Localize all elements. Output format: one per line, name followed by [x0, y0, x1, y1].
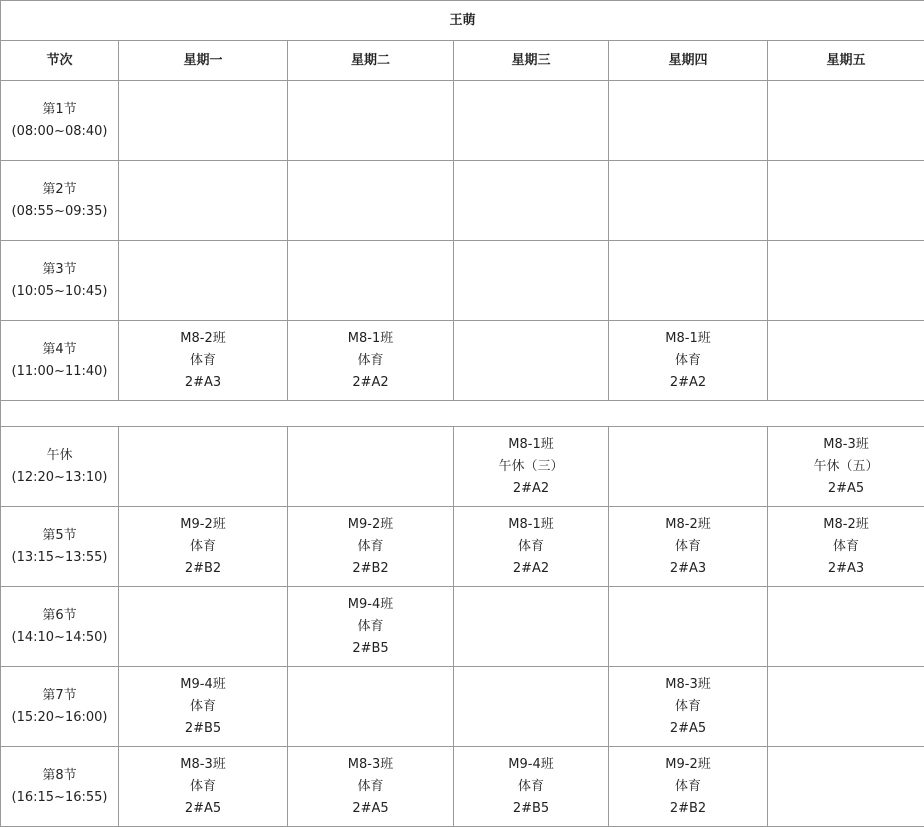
schedule-row — [1, 241, 924, 321]
subject: 体育 — [357, 538, 384, 554]
title-row — [1, 1, 924, 41]
class-group: M9-2班 — [665, 756, 711, 772]
class-group: M8-2班 — [823, 516, 869, 532]
schedule-row — [1, 161, 924, 241]
class-cell-friday — [768, 747, 924, 827]
class-cell-monday — [119, 427, 288, 507]
period-label: 第5节 — [42, 527, 77, 543]
class-cell-monday — [119, 241, 288, 321]
period-time: (14:10~14:50) — [11, 629, 108, 645]
class-group: M8-1班 — [665, 330, 711, 346]
schedule-row — [1, 507, 924, 587]
class-cell-tuesday — [288, 507, 454, 587]
class-group: M8-1班 — [508, 516, 554, 532]
period-time: (16:15~16:55) — [11, 789, 108, 805]
class-group: M9-2班 — [180, 516, 226, 532]
subject: 体育 — [833, 538, 860, 554]
subject: 体育 — [189, 778, 216, 794]
venue: 2#A2 — [669, 374, 707, 390]
class-group: M9-4班 — [347, 596, 394, 612]
class-cell-tuesday — [288, 427, 454, 507]
venue: 2#A5 — [184, 800, 222, 816]
break-spacer — [1, 401, 924, 427]
class-cell-monday — [119, 321, 288, 401]
period-time: (12:20~13:10) — [11, 469, 108, 485]
class-cell-wednesday — [454, 241, 609, 321]
class-cell-wednesday — [454, 667, 609, 747]
class-cell-wednesday — [454, 321, 609, 401]
class-cell-wednesday — [454, 161, 609, 241]
period-cell — [1, 747, 119, 827]
class-cell-thursday — [609, 667, 768, 747]
schedule-row — [1, 667, 924, 747]
class-cell-friday — [768, 507, 924, 587]
subject: 体育 — [674, 698, 701, 714]
class-group: M8-3班 — [823, 436, 869, 452]
schedule-row — [1, 81, 924, 161]
class-cell-thursday — [609, 161, 768, 241]
period-cell — [1, 667, 119, 747]
header-friday: 星期五 — [768, 41, 924, 81]
class-cell-thursday — [609, 241, 768, 321]
class-group: M8-1班 — [508, 436, 554, 452]
venue: 2#A5 — [352, 800, 389, 816]
class-cell-friday — [768, 587, 924, 667]
schedule-row — [1, 321, 924, 401]
venue: 2#B5 — [352, 640, 389, 656]
table-title: 王萌 — [1, 1, 924, 41]
class-group: M9-4班 — [508, 756, 554, 772]
class-cell-wednesday — [454, 747, 609, 827]
venue: 2#A5 — [827, 480, 865, 496]
class-cell-monday — [119, 587, 288, 667]
class-group: M8-3班 — [180, 756, 226, 772]
class-cell-wednesday — [454, 587, 609, 667]
class-cell-wednesday — [454, 81, 609, 161]
class-group: M8-2班 — [665, 516, 711, 532]
period-cell — [1, 161, 119, 241]
class-cell-thursday — [609, 587, 768, 667]
period-cell — [1, 587, 119, 667]
break-row — [1, 401, 924, 427]
period-label: 第6节 — [42, 607, 77, 623]
class-cell-thursday — [609, 427, 768, 507]
period-cell — [1, 427, 119, 507]
venue: 2#A2 — [352, 374, 389, 390]
class-group: M9-4班 — [180, 676, 226, 692]
subject: 体育 — [357, 778, 384, 794]
period-label: 第3节 — [42, 261, 77, 277]
schedule-row — [1, 747, 924, 827]
class-cell-tuesday — [288, 587, 454, 667]
class-group: M9-2班 — [347, 516, 394, 532]
period-cell — [1, 507, 119, 587]
class-cell-tuesday — [288, 747, 454, 827]
class-cell-tuesday — [288, 81, 454, 161]
period-label: 第1节 — [42, 101, 77, 117]
class-cell-tuesday — [288, 321, 454, 401]
class-cell-friday — [768, 241, 924, 321]
class-cell-monday — [119, 507, 288, 587]
class-cell-friday — [768, 427, 924, 507]
venue: 2#A3 — [184, 374, 222, 390]
venue: 2#A5 — [669, 720, 707, 736]
subject: 体育 — [357, 618, 384, 634]
period-label: 第8节 — [42, 767, 77, 783]
class-cell-friday — [768, 321, 924, 401]
subject: 体育 — [189, 698, 216, 714]
header-row — [1, 41, 924, 81]
header-thursday: 星期四 — [609, 41, 768, 81]
subject: 午休（五） — [813, 458, 879, 474]
period-label: 第7节 — [42, 687, 77, 703]
class-group: M8-3班 — [347, 756, 394, 772]
schedule-row — [1, 587, 924, 667]
period-cell — [1, 321, 119, 401]
class-cell-tuesday — [288, 241, 454, 321]
venue: 2#B5 — [184, 720, 222, 736]
header-wednesday: 星期三 — [454, 41, 609, 81]
period-time: (08:55~09:35) — [11, 203, 108, 219]
class-cell-tuesday — [288, 161, 454, 241]
venue: 2#A2 — [512, 480, 550, 496]
period-cell — [1, 81, 119, 161]
period-time: (15:20~16:00) — [11, 709, 108, 725]
header-tuesday: 星期二 — [288, 41, 454, 81]
class-cell-thursday — [609, 321, 768, 401]
subject: 体育 — [517, 538, 544, 554]
venue: 2#B2 — [669, 800, 707, 816]
class-cell-thursday — [609, 747, 768, 827]
period-label: 第4节 — [42, 341, 77, 357]
schedule-row — [1, 427, 924, 507]
venue: 2#A3 — [669, 560, 707, 576]
period-label: 午休 — [46, 447, 73, 463]
header-monday: 星期一 — [119, 41, 288, 81]
class-group: M8-2班 — [180, 330, 226, 346]
class-cell-thursday — [609, 507, 768, 587]
venue: 2#A3 — [827, 560, 865, 576]
subject: 体育 — [674, 352, 701, 368]
class-cell-wednesday — [454, 427, 609, 507]
venue: 2#B2 — [184, 560, 222, 576]
subject: 体育 — [517, 778, 544, 794]
class-cell-friday — [768, 81, 924, 161]
venue: 2#B5 — [512, 800, 550, 816]
subject: 体育 — [674, 538, 701, 554]
class-cell-monday — [119, 747, 288, 827]
subject: 体育 — [357, 352, 384, 368]
class-group: M8-1班 — [347, 330, 394, 346]
subject: 体育 — [189, 538, 216, 554]
class-cell-friday — [768, 161, 924, 241]
period-time: (08:00~08:40) — [11, 123, 108, 139]
period-cell — [1, 241, 119, 321]
subject: 体育 — [189, 352, 216, 368]
period-time: (11:00~11:40) — [11, 363, 108, 379]
class-cell-tuesday — [288, 667, 454, 747]
subject: 体育 — [674, 778, 701, 794]
class-group: M8-3班 — [665, 676, 711, 692]
venue: 2#B2 — [352, 560, 389, 576]
class-cell-thursday — [609, 81, 768, 161]
class-cell-monday — [119, 161, 288, 241]
subject: 午休（三） — [498, 458, 564, 474]
venue: 2#A2 — [512, 560, 550, 576]
class-cell-monday — [119, 81, 288, 161]
class-cell-wednesday — [454, 507, 609, 587]
class-cell-friday — [768, 667, 924, 747]
period-time: (10:05~10:45) — [11, 283, 108, 299]
class-cell-monday — [119, 667, 288, 747]
timetable-body — [1, 1, 924, 827]
period-label: 第2节 — [42, 181, 77, 197]
period-time: (13:15~13:55) — [11, 549, 108, 565]
header-period: 节次 — [1, 41, 119, 81]
